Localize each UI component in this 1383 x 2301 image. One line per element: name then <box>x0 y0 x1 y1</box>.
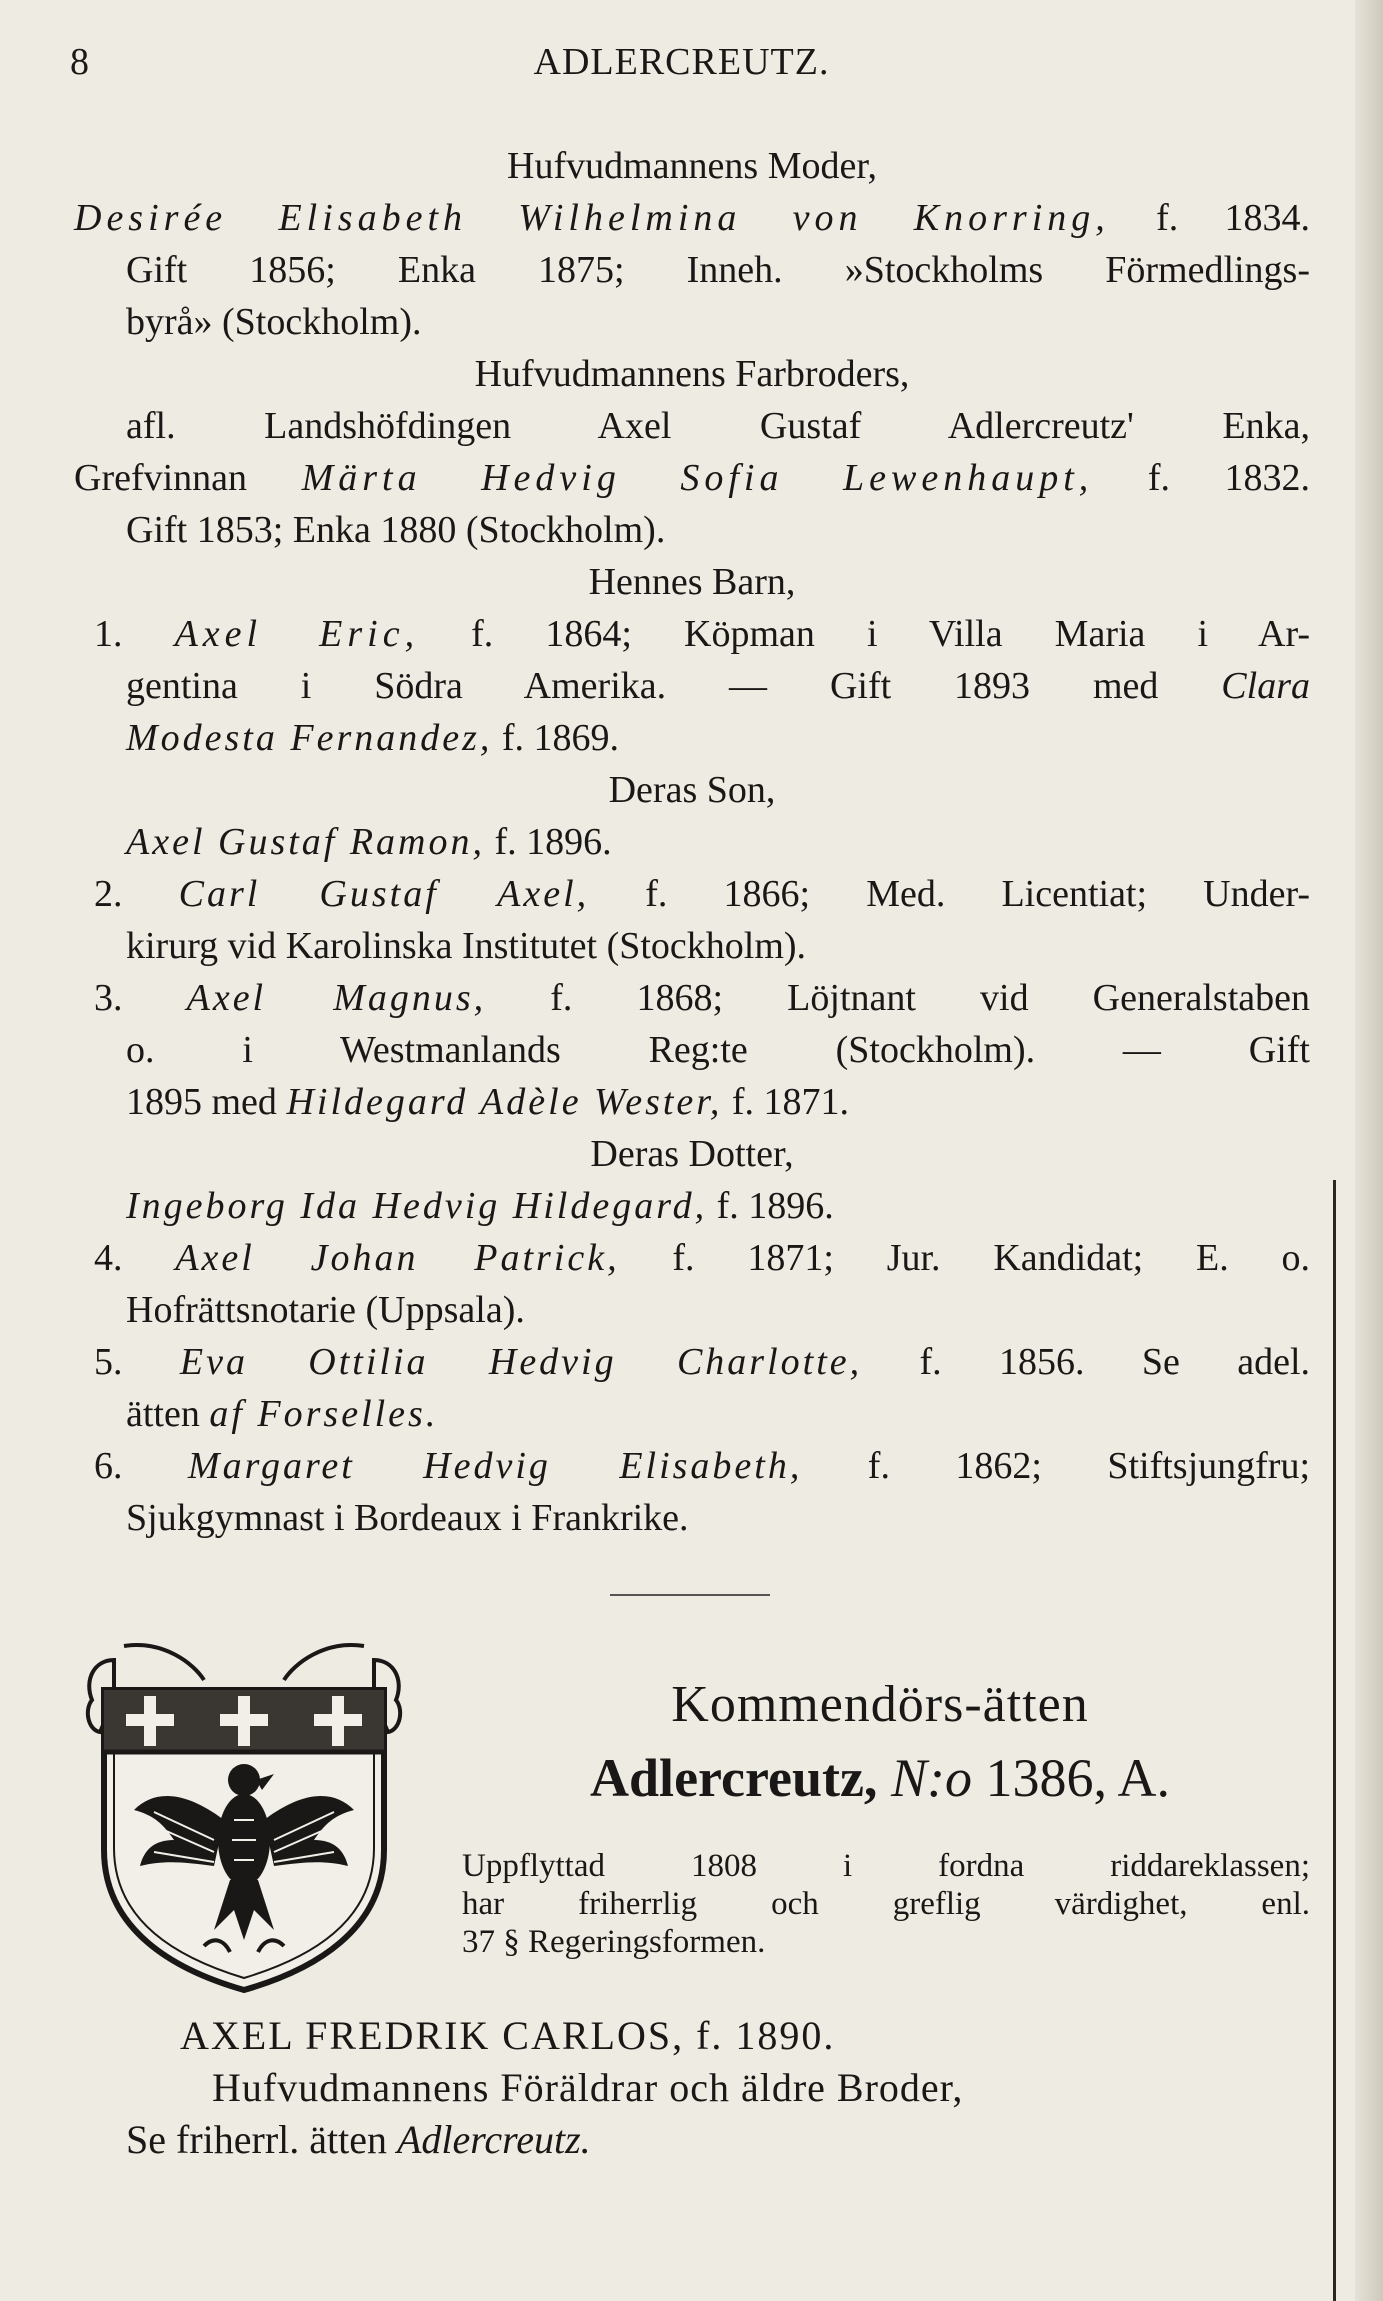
head-cross-reference: Adlercreutz. <box>397 2117 591 2162</box>
head-line-3-text: Se friherrl. ätten <box>126 2117 387 2162</box>
child-2-line-2: kirurg vid Karolinska Institutet (Stockholm). <box>126 925 807 967</box>
child-3-line-2: o. i Westmanlands Reg:te (Stockholm). — Gift <box>126 1029 1310 1071</box>
child-3-text: f. 1868; Löjtnant vid Generalstaben <box>550 977 1311 1019</box>
section-desc-line-2: har friherrlig och greflig värdighet, enl. <box>462 1886 1310 1922</box>
child-5-text: f. 1856. Se adel. <box>919 1341 1311 1383</box>
child-2-number: 2. <box>94 873 123 915</box>
child-1-spouse-born: f. 1869. <box>501 717 620 759</box>
child-2-line-1 <box>74 868 1310 920</box>
moder-heading: Hufvudmannens Moder, <box>507 145 877 187</box>
child-5-line-2 <box>74 1388 1310 1440</box>
moder-name-line <box>74 192 1310 244</box>
genealogy-text <box>74 140 1310 1544</box>
farbroder-line-1: afl. Landshöfdingen Axel Gustaf Adlercreutz' Enka, <box>126 405 1310 447</box>
child-3-dotter-line <box>74 1180 1310 1232</box>
child-4-number: 4. <box>94 1237 123 1279</box>
child-4-line-1 <box>74 1232 1310 1284</box>
child-3-dotter-born: f. 1896. <box>716 1185 834 1227</box>
page-title: ADLERCREUTZ. <box>533 41 830 83</box>
head-line-3 <box>126 2114 1276 2166</box>
section-number-label: N:o <box>890 1748 972 1808</box>
child-3-line-1 <box>74 972 1310 1024</box>
vertical-rule <box>1333 1180 1336 2301</box>
moder-name: Desirée Elisabeth Wilhelmina von Knorring, <box>74 197 1110 239</box>
child-1-son-line <box>74 816 1310 868</box>
child-3-line-3 <box>74 1076 1310 1128</box>
farbroder-wife-name: Märta Hedvig Sofia Lewenhaupt, <box>301 457 1094 499</box>
farbroder-line-3: Gift 1853; Enka 1880 (Stockholm). <box>126 509 666 551</box>
child-1-son-name: Axel Gustaf Ramon, <box>126 821 486 863</box>
child-3-spouse-born: f. 1871. <box>731 1081 850 1123</box>
child-1-spouse-name: Modesta Fernandez, <box>126 717 493 759</box>
child-5-line-2-text: ätten <box>126 1393 200 1435</box>
child-1-son-born: f. 1896. <box>494 821 612 863</box>
child-5-name: Eva Ottilia Hedvig Charlotte, <box>179 1341 863 1383</box>
child-4-line-2: Hofrättsnotarie (Uppsala). <box>126 1289 525 1331</box>
head-born: f. 1890. <box>696 2013 836 2058</box>
head-of-family-entry <box>126 2010 1276 2166</box>
child-3-dotter-heading: Deras Dotter, <box>590 1133 794 1175</box>
section-description <box>462 1847 1310 1961</box>
child-1-line-2-text: gentina i Södra Amerika. — Gift 1893 med <box>126 665 1159 707</box>
child-4-name: Axel Johan Patrick, <box>175 1237 620 1279</box>
farbroder-heading: Hufvudmannens Farbroders, <box>474 353 910 395</box>
head-line <box>126 2010 1276 2062</box>
child-1-line-1 <box>74 608 1310 660</box>
section-family-line <box>440 1742 1320 1814</box>
child-2-text: f. 1866; Med. Licentiat; Under- <box>645 873 1311 915</box>
child-1-spouse-first: Clara <box>1221 665 1310 707</box>
child-6-line-2: Sjukgymnast i Bordeaux i Frankrike. <box>126 1497 689 1539</box>
child-6-text: f. 1862; Stiftsjungfru; <box>867 1445 1311 1487</box>
child-3-line-3-text: 1895 med <box>126 1081 277 1123</box>
farbroder-wife-born: f. 1832. <box>1147 457 1310 499</box>
child-1-text: f. 1864; Köpman i Villa Maria i Ar- <box>471 613 1310 655</box>
section-family-name: Adlercreutz, <box>590 1748 878 1808</box>
child-3-name: Axel Magnus, <box>186 977 487 1019</box>
child-1-line-2 <box>74 660 1310 712</box>
child-1-number: 1. <box>94 613 123 655</box>
child-5-number: 5. <box>94 1341 123 1383</box>
child-1-name: Axel Eric, <box>174 613 420 655</box>
coat-of-arms-icon <box>84 1640 404 1996</box>
child-3-number: 3. <box>94 977 123 1019</box>
moder-line-2: Gift 1856; Enka 1875; Inneh. »Stockholms Förmedlings- <box>126 249 1310 291</box>
page-edge <box>1355 0 1383 2301</box>
child-6-line-1 <box>74 1440 1310 1492</box>
child-3-dotter-name: Ingeborg Ida Hedvig Hildegard, <box>126 1185 708 1227</box>
page-header <box>70 40 1293 100</box>
farbroder-line-2 <box>74 452 1310 504</box>
moder-line-3: byrå» (Stockholm). <box>126 301 422 343</box>
section-divider <box>610 1594 770 1596</box>
child-4-text: f. 1871; Jur. Kandidat; E. o. <box>672 1237 1310 1279</box>
moder-born: f. 1834. <box>1156 197 1310 239</box>
section-desc-line-1: Uppflyttad 1808 i fordna riddareklassen; <box>462 1848 1310 1884</box>
child-1-son-heading: Deras Son, <box>608 769 776 811</box>
head-name: AXEL FREDRIK CARLOS, <box>180 2013 685 2058</box>
child-6-number: 6. <box>94 1445 123 1487</box>
section-title: Kommendörs-ätten <box>671 1676 1089 1733</box>
page-number: 8 <box>70 41 90 83</box>
farbroder-prefix: Grefvinnan <box>74 457 248 499</box>
child-6-name: Margaret Hedvig Elisabeth, <box>187 1445 803 1487</box>
child-2-name: Carl Gustaf Axel, <box>178 873 590 915</box>
section-desc-line-3: 37 § Regeringsformen. <box>462 1924 766 1960</box>
section-number: 1386, A. <box>985 1748 1170 1808</box>
child-1-line-3 <box>74 712 1310 764</box>
barn-heading: Hennes Barn, <box>588 561 796 603</box>
head-line-2: Hufvudmannens Föräldrar och äldre Broder, <box>212 2065 964 2110</box>
child-5-line-1 <box>74 1336 1310 1388</box>
child-5-family: af Forselles. <box>209 1393 439 1435</box>
child-3-spouse-name: Hildegard Adèle Wester, <box>286 1081 723 1123</box>
